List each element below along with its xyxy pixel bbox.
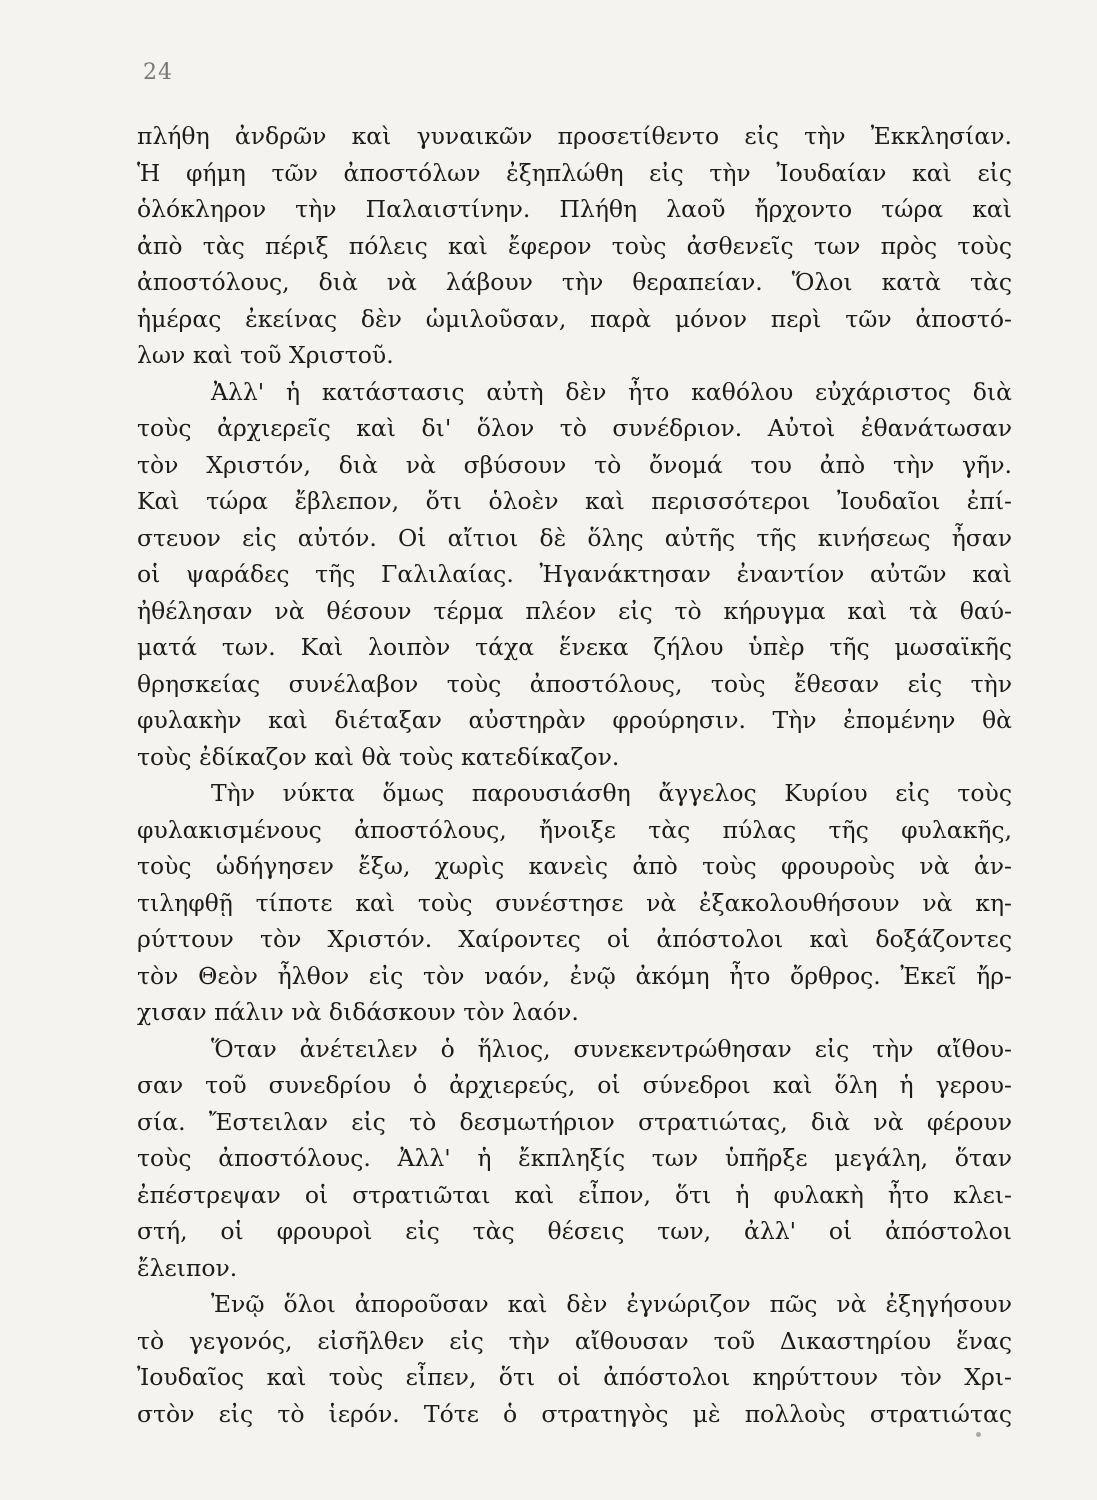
text-line: σία. Ἔστειλαν εἰς τὸ δεσμωτήριον στρατιώτας, διὰ νὰ φέρουν [137,1107,1012,1136]
text-line: ἔλειπον. [137,1253,238,1282]
text-line: οἱ ψαράδες τῆς Γαλιλαίας. Ἠγανάκτησαν ἐναντίον αὐτῶν καὶ [137,560,1012,588]
text-line: ἠθέλησαν νὰ θέσουν τέρμα πλέον εἰς τὸ κήρυγμα καὶ τὰ θαύ- [137,596,1012,625]
text-line: ἀπὸ τὰς πέριξ πόλεις καὶ ἔφερον τοὺς ἀσθενεῖς των πρὸς τοὺς [137,231,1012,260]
text-line: τὸ γεγονός, εἰσῆλθεν εἰς τὴν αἴθουσαν τοῦ Δικαστηρίου ἕνας [137,1326,1012,1355]
text-line: τοὺς ἀρχιερεῖς καὶ δι' ὅλον τὸ συνέδριον. Αὐτοὶ ἐθανάτωσαν [137,414,1012,442]
text-line: Ἀλλ' ἡ κατάστασις αὐτὴ δὲν ἦτο καθόλου εὐχάριστος διὰ [211,377,1012,406]
text-line: ἐπέστρεψαν οἱ στρατιῶται καὶ εἶπον, ὅτι ἡ φυλακὴ ἦτο κλει- [137,1180,1012,1209]
text-line: στευον εἰς αὐτόν. Οἱ αἴτιοι δὲ ὅλης αὐτῆς τῆς κινήσεως ἦσαν [137,523,1012,552]
text-line: τοὺς ὡδήγησεν ἔξω, χωρὶς κανεὶς ἀπὸ τοὺς φρουροὺς νὰ ἀν- [137,852,1012,880]
text-line: τὸν Χριστόν, διὰ νὰ σβύσουν τὸ ὄνομά του ἀπὸ τὴν γῆν. [137,450,1012,479]
text-line: φυλακισμένους ἀποστόλους, ἤνοιξε τὰς πύλας τῆς φυλακῆς, [137,815,1012,844]
text-line: στὸν εἰς τὸ ἱερόν. Τότε ὁ στρατηγὸς μὲ πολλοὺς στρατιώτας [137,1399,1012,1428]
text-line: θρησκείας συνέλαβον τοὺς ἀποστόλους, τοὺς ἔθεσαν εἰς τὴν [137,669,1012,698]
page-number: 24 [143,60,173,85]
text-line: τοὺς ἐδίκαζον καὶ θὰ τοὺς κατεδίκαζον. [137,742,620,771]
text-line: ἡμέρας ἐκείνας δὲν ὡμιλοῦσαν, παρὰ μόνον περὶ τῶν ἀποστό- [137,304,1012,333]
text-line: ἀποστόλους, διὰ νὰ λάβουν τὴν θεραπείαν. Ὅλοι κατὰ τὰς [137,268,1012,296]
text-line: Ἰουδαῖος καὶ τοὺς εἶπεν, ὅτι οἱ ἀπόστολοι κηρύττουν τὸν Χρι- [137,1363,1012,1391]
text-line: Καὶ τώρα ἔβλεπον, ὅτι ὁλοὲν καὶ περισσότεροι Ἰουδαῖοι ἐπί- [137,487,1012,515]
body-text [137,118,1012,1432]
text-line: τοὺς ἀποστόλους. Ἀλλ' ἡ ἔκπληξίς των ὑπῆρξε μεγάλη, ὅταν [137,1144,1012,1172]
text-line: χισαν πάλιν νὰ διδάσκουν τὸν λαόν. [137,998,579,1026]
text-line: πλήθη ἀνδρῶν καὶ γυναικῶν προσετίθεντο εἰς τὴν Ἐκκλησίαν. [137,122,1012,150]
text-line: Ἐνῷ ὅλοι ἀποροῦσαν καὶ δὲν ἐγνώριζον πῶς νὰ ἐξηγήσουν [211,1290,1012,1318]
text-line: λων καὶ τοῦ Χριστοῦ. [137,341,394,369]
text-line: τιληφθῇ τίποτε καὶ τοὺς συνέστησε νὰ ἐξακολουθήσουν νὰ κη- [137,888,1012,917]
text-line: στή, οἱ φρουροὶ εἰς τὰς θέσεις των, ἀλλ' οἱ ἀπόστολοι [137,1217,1012,1245]
text-line: τὸν Θεὸν ἦλθον εἰς τὸν ναόν, ἐνῷ ἀκόμη ἦτο ὄρθρος. Ἐκεῖ ἤρ- [137,961,1012,990]
paper-speck [976,1432,981,1437]
text-line: Τὴν νύκτα ὅμως παρουσιάσθη ἄγγελος Κυρίου εἰς τοὺς [211,779,1012,807]
text-line: ματά των. Καὶ λοιπὸν τάχα ἕνεκα ζήλου ὑπὲρ τῆς μωσαϊκῆς [137,633,1012,661]
text-line: ὁλόκληρον τὴν Παλαιστίνην. Πλήθη λαοῦ ἤρχοντο τώρα καὶ [137,195,1012,223]
text-line: Ἡ φήμη τῶν ἀποστόλων ἐξηπλώθη εἰς τὴν Ἰουδαίαν καὶ εἰς [137,158,1012,187]
text-line: Ὅταν ἀνέτειλεν ὁ ἥλιος, συνεκεντρώθησαν εἰς τὴν αἴθου- [211,1034,1012,1063]
text-line: ρύττουν τὸν Χριστόν. Χαίροντες οἱ ἀπόστολοι καὶ δοξάζοντες [137,925,1012,953]
text-line: σαν τοῦ συνεδρίου ὁ ἀρχιερεύς, οἱ σύνεδροι καὶ ὅλη ἡ γερου- [137,1071,1012,1099]
text-line: φυλακὴν καὶ διέταξαν αὐστηρὰν φρούρησιν. Τὴν ἐπομένην θὰ [137,706,1012,734]
